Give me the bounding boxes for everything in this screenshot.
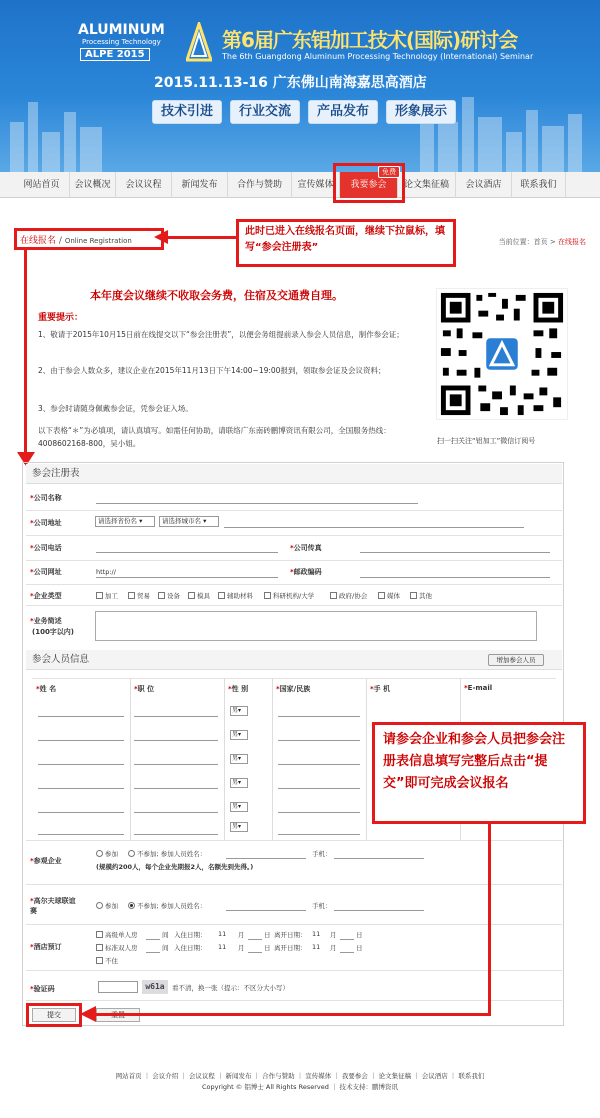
gender-select[interactable]: 男▾	[230, 754, 248, 764]
country-input[interactable]	[278, 740, 360, 741]
nav-item-contact[interactable]: 联系我们	[512, 172, 566, 198]
month-unit: 月	[330, 944, 337, 952]
main-nav	[0, 172, 600, 198]
visit-radio-no[interactable]: 不参加; 参加人员姓名：	[128, 849, 206, 858]
free-badge: 免费	[378, 166, 400, 178]
header-banner	[0, 0, 600, 172]
arrow-line-2	[24, 250, 27, 464]
notice-paragraph-2: 2、由于参会人数众多，建议企业在2015年11月13日下午14:00~19:00报到，领取参会证及会议资料；	[38, 366, 386, 375]
day-unit: 日	[356, 931, 363, 939]
company-website-value[interactable]: http://	[96, 568, 116, 576]
add-attendee-button[interactable]: 增加参会人员	[488, 654, 544, 666]
province-select[interactable]: 请选择省份名 ▾	[95, 516, 155, 527]
qr-caption: 扫一扫关注“铝加工”微信订阅号	[437, 437, 536, 445]
arrow-head-left-icon	[80, 1006, 96, 1022]
col-header-name: *姓 名	[36, 685, 57, 693]
captcha-image[interactable]: w61a	[142, 980, 168, 994]
company-name-input[interactable]	[96, 503, 418, 504]
location-prefix[interactable]: 当前位置：首页 >	[498, 238, 558, 246]
notice-paragraph-1: 1、敬请于2015年10月15日前在线提交以下“参会注册表”，以便会务组提前录入参会人员信息，制作参会证；	[38, 330, 404, 339]
nav-item-papers[interactable]: 论文集征稿	[398, 172, 456, 198]
checkin-label: 入住日期：	[174, 931, 207, 939]
gender-select[interactable]: 男▾	[230, 706, 248, 716]
name-input[interactable]	[38, 716, 124, 717]
type-checkbox-mold[interactable]: 模具	[188, 591, 210, 600]
arrow-head-left-icon	[154, 230, 168, 244]
gender-select[interactable]: 男▾	[230, 730, 248, 740]
visit-mobile-label: 手机：	[312, 850, 332, 858]
golf-label: *高尔夫球联谊	[30, 897, 76, 905]
city-select[interactable]: 请选择城市名 ▾	[159, 516, 219, 527]
captcha-hint[interactable]: 看不清，换一张（提示：不区分大小写）	[172, 984, 289, 992]
banner-button-tech[interactable]: 技术引进	[152, 100, 222, 124]
checkin-day-input[interactable]	[248, 952, 262, 953]
captcha-label: *验证码	[30, 985, 55, 993]
position-input[interactable]	[134, 764, 218, 765]
business-desc-textarea[interactable]	[95, 611, 537, 641]
row-divider	[26, 510, 562, 511]
checkout-month[interactable]: 11	[312, 943, 321, 951]
conference-title-en: The 6th Guangdong Aluminum Processing Technology (International) Seminar	[222, 52, 534, 61]
col-divider	[366, 678, 367, 840]
enterprise-type-label: *企业类型	[30, 592, 62, 600]
location-current: 在线报名	[558, 238, 586, 246]
company-address-label: *公司地址	[30, 519, 62, 527]
position-input[interactable]	[134, 740, 218, 741]
footer-links[interactable]: 网站首页 ｜ 会议介绍 ｜ 会议议程 ｜ 新闻发布 ｜ 合作与赞助 ｜ 宣传媒体 ｜ 我要参会 ｜ 论文集征稿 ｜ 会议酒店 ｜ 联系我们	[115, 1072, 485, 1080]
col-header-country: *国家/民族	[276, 685, 311, 693]
golf-label-2: 赛	[30, 907, 37, 915]
month-unit: 月	[238, 931, 245, 939]
nav-item-home[interactable]: 网站首页	[14, 172, 70, 198]
type-checkbox-processing[interactable]: 加工	[96, 591, 118, 600]
nav-item-agenda[interactable]: 会议议程	[116, 172, 172, 198]
hotel-label: *酒店预订	[30, 943, 62, 951]
day-unit: 日	[356, 944, 363, 952]
name-input[interactable]	[38, 834, 124, 835]
notice-title: 重要提示：	[38, 313, 84, 323]
instruction-callout-2: 请参会企业和参会人员把参会注册表信息填写完整后点击“提交”即可完成会议报名	[372, 722, 586, 824]
breadcrumb-sep: /	[58, 236, 62, 246]
type-checkbox-auxiliary[interactable]: 辅助材料	[218, 591, 253, 600]
triangle-logo-icon	[186, 22, 212, 62]
visit-names-input[interactable]	[226, 858, 306, 859]
arrow-line-4	[92, 1013, 491, 1016]
col-divider	[272, 678, 273, 840]
position-input[interactable]	[134, 812, 218, 813]
name-input[interactable]	[38, 764, 124, 765]
gender-select[interactable]: 男▾	[230, 778, 248, 788]
checkout-day-input[interactable]	[340, 939, 354, 940]
golf-mobile-input[interactable]	[334, 910, 424, 911]
day-unit: 日	[264, 931, 271, 939]
position-input[interactable]	[134, 788, 218, 789]
type-checkbox-equipment[interactable]: 设备	[158, 591, 180, 600]
hotel-checkbox-none[interactable]: 不住	[96, 956, 118, 965]
checkout-day-input[interactable]	[340, 952, 354, 953]
country-input[interactable]	[278, 764, 360, 765]
section-header-registration: 参会注册表	[26, 464, 562, 484]
notice-paragraph-3: 3、参会时请随身佩戴参会证，凭参会证入场。	[38, 404, 193, 413]
business-desc-sub: (100字以内)	[32, 628, 75, 636]
current-location	[499, 237, 586, 247]
footer-copyright: Copyright © 铝博士 All Rights Reserved ｜ 技术支持：鹏博资讯	[201, 1083, 399, 1091]
company-phone-input[interactable]	[96, 552, 278, 553]
country-input[interactable]	[278, 812, 360, 813]
nav-item-media[interactable]: 宣传媒体	[292, 172, 340, 198]
hotel-checkbox-double[interactable]: 标准双人房	[96, 943, 138, 952]
address-input[interactable]	[224, 527, 524, 528]
row-divider	[26, 605, 562, 606]
table-top-border	[32, 678, 556, 679]
name-input[interactable]	[38, 788, 124, 789]
row-divider	[26, 884, 562, 885]
postcode-input[interactable]	[360, 577, 550, 578]
golf-mobile-label: 手机：	[312, 902, 332, 910]
type-checkbox-government[interactable]: 政府/协会	[330, 591, 367, 600]
nav-item-sponsor[interactable]: 合作与赞助	[228, 172, 292, 198]
name-input[interactable]	[38, 812, 124, 813]
alpe-logo: ALUMINUM Processing Technology ALPE 2015	[78, 22, 165, 60]
col-divider	[130, 678, 131, 840]
col-header-position: *职 位	[134, 685, 155, 693]
month-unit: 月	[238, 944, 245, 952]
hotel-checkbox-single[interactable]: 高级单人房	[96, 930, 138, 939]
checkout-label: 离开日期：	[274, 931, 307, 939]
company-website-input[interactable]	[96, 577, 278, 578]
nav-item-overview[interactable]: 会议概况	[70, 172, 116, 198]
fee-headline: 本年度会议继续不收取会务费，住宿及交通费自理。	[90, 289, 343, 302]
hotel-qty-unit: 间	[162, 944, 169, 952]
banner-buttons	[152, 100, 456, 124]
breadcrumb	[20, 233, 132, 246]
month-unit: 月	[330, 931, 337, 939]
golf-radio-yes[interactable]: 参加	[96, 901, 118, 910]
breadcrumb-label: 在线报名	[20, 236, 57, 246]
col-divider	[224, 678, 225, 840]
country-input[interactable]	[278, 834, 360, 835]
day-unit: 日	[264, 944, 271, 952]
row-divider	[26, 840, 562, 841]
nav-item-register[interactable]: 我要参会	[340, 172, 398, 198]
submit-button[interactable]: 提交	[32, 1008, 76, 1022]
notice-paragraph-4: 以下表格“＊”为必填项，请认真填写。如需任何协助，请联络广东南砖鹏博资讯有限公司，全国服务热线：4008602168-800，吴小姐。	[38, 426, 391, 448]
arrow-line-1	[162, 236, 238, 239]
row-divider	[26, 560, 562, 561]
checkout-month[interactable]: 11	[312, 930, 321, 938]
company-name-label: *公司名称	[30, 494, 62, 502]
company-fax-input[interactable]	[360, 552, 550, 553]
highlight-box-register	[333, 163, 405, 203]
visit-note: (规模约200人，每个企业先期报2人，名额先到先得。)	[96, 863, 254, 871]
company-phone-label: *公司电话	[30, 544, 62, 552]
qr-code-icon	[436, 288, 568, 420]
position-input[interactable]	[134, 834, 218, 835]
type-checkbox-other[interactable]: 其他	[410, 591, 432, 600]
row-divider	[26, 924, 562, 925]
type-checkbox-research[interactable]: 科研机构/大学	[264, 591, 314, 600]
business-desc-label: *业务简述	[30, 617, 62, 625]
row-divider	[26, 970, 562, 971]
visit-mobile-input[interactable]	[334, 858, 424, 859]
banner-button-product[interactable]: 产品发布	[308, 100, 378, 124]
captcha-input[interactable]	[98, 981, 138, 993]
checkin-day-input[interactable]	[248, 939, 262, 940]
position-input[interactable]	[134, 716, 218, 717]
checkout-label: 离开日期：	[274, 944, 307, 952]
banner-button-image[interactable]: 形象展示	[386, 100, 456, 124]
nav-item-hotel[interactable]: 会议酒店	[456, 172, 512, 198]
col-header-mobile: *手 机	[370, 685, 391, 693]
country-input[interactable]	[278, 788, 360, 789]
row-divider	[26, 535, 562, 536]
company-fax-label: *公司传真	[290, 544, 322, 552]
postcode-label: *邮政编码	[290, 568, 322, 576]
section-header-attendees: 参会人员信息	[26, 650, 562, 670]
arrow-line-3	[488, 824, 491, 1014]
golf-radio-no[interactable]: 不参加; 参加人员姓名：	[128, 901, 206, 910]
gender-select[interactable]: 男▾	[230, 802, 248, 812]
visit-radio-yes[interactable]: 参加	[96, 849, 118, 858]
checkin-month[interactable]: 11	[218, 943, 227, 951]
hotel-qty-input[interactable]	[146, 952, 160, 953]
country-input[interactable]	[278, 716, 360, 717]
row-divider	[26, 1000, 562, 1001]
row-divider	[26, 584, 562, 585]
nav-item-news[interactable]: 新闻发布	[172, 172, 228, 198]
company-website-label: *公司网址	[30, 568, 62, 576]
visit-label: *参观企业	[30, 857, 62, 865]
type-checkbox-media[interactable]: 媒体	[378, 591, 400, 600]
checkin-month[interactable]: 11	[218, 930, 227, 938]
hotel-qty-unit: 间	[162, 931, 169, 939]
col-header-email: *E-mail	[464, 684, 493, 692]
name-input[interactable]	[38, 740, 124, 741]
date-venue: 2015.11.13-16 广东佛山南海嘉思高酒店	[154, 75, 427, 91]
golf-names-input[interactable]	[226, 910, 306, 911]
instruction-callout-1: 此时已进入在线报名页面，继续下拉鼠标，填写“参会注册表”	[236, 219, 456, 267]
highlight-box-submit	[26, 1003, 82, 1027]
banner-button-exchange[interactable]: 行业交流	[230, 100, 300, 124]
col-header-gender: *性 别	[228, 685, 249, 693]
gender-select[interactable]: 男▾	[230, 822, 248, 832]
conference-title: 第6届广东铝加工技术(国际)研讨会	[222, 28, 518, 52]
type-checkbox-trade[interactable]: 贸易	[128, 591, 150, 600]
hotel-qty-input[interactable]	[146, 939, 160, 940]
breadcrumb-en: Online Registration	[64, 237, 132, 245]
checkin-label: 入住日期：	[174, 944, 207, 952]
